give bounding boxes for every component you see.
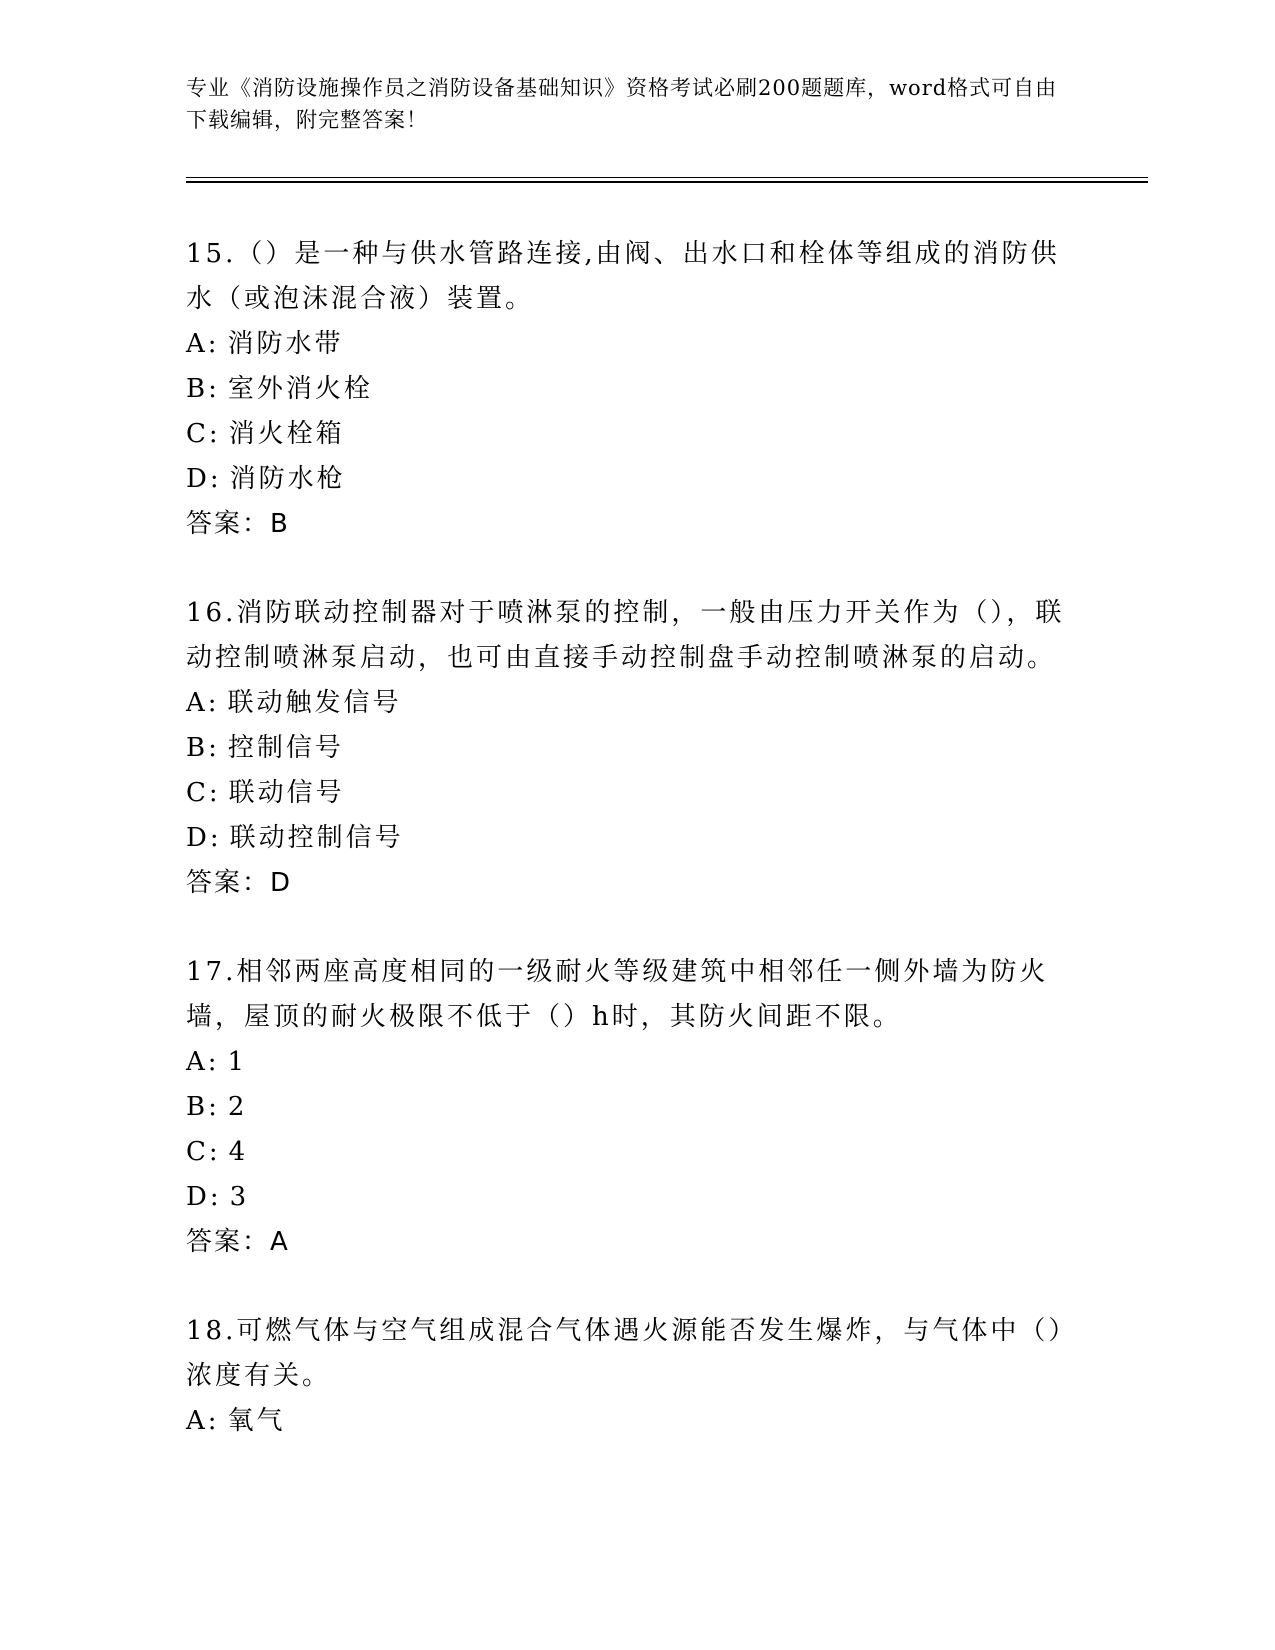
option-letter: B: [186, 1092, 220, 1122]
document-header: 专业《消防设施操作员之消防设备基础知识》资格考试必刷200题题库，word格式可自由下载编辑，附完整答案！ [186, 76, 1058, 132]
option-d [186, 816, 1066, 861]
question-stem: 18.可燃气体与空气组成混合气体遇火源能否发生爆炸，与气体中（）浓度有关。 [186, 1316, 1065, 1391]
question-15 [186, 232, 1066, 547]
option-letter: A: [186, 688, 220, 718]
option-letter: C: [186, 1137, 221, 1167]
option-text: 联动控制信号 [229, 823, 404, 853]
option-b [186, 726, 1066, 771]
option-text: 消防水枪 [229, 464, 346, 494]
option-a [186, 322, 1066, 367]
question-list [186, 232, 1066, 1488]
option-text: 消火栓箱 [228, 419, 345, 449]
question-18 [186, 1309, 1066, 1444]
option-letter: A: [186, 1047, 220, 1077]
option-letter: C: [186, 419, 221, 449]
option-b [186, 367, 1066, 412]
header-rule-thick [186, 181, 1148, 183]
option-c [186, 771, 1066, 816]
option-a [186, 681, 1066, 726]
option-letter: B: [186, 374, 220, 404]
option-letter: B: [186, 733, 220, 763]
question-16 [186, 591, 1066, 906]
option-letter: D: [186, 823, 222, 853]
question-stem: 17.相邻两座高度相同的一级耐火等级建筑中相邻任一侧外墙为防火墙，屋顶的耐火极限不低于（）h时，其防火间距不限。 [186, 957, 1049, 1032]
option-text: 联动触发信号 [227, 688, 402, 718]
option-text: 消防水带 [227, 329, 344, 359]
option-d [186, 457, 1066, 502]
option-text: 2 [227, 1092, 248, 1122]
option-letter: D: [186, 464, 222, 494]
option-text: 控制信号 [227, 733, 344, 763]
option-text: 室外消火栓 [227, 374, 373, 404]
option-letter: D: [186, 1182, 222, 1212]
option-a [186, 1399, 1066, 1444]
question-stem: 16.消防联动控制器对于喷淋泵的控制，一般由压力开关作为（），联动控制喷淋泵启动，也可由直接手动控制盘手动控制喷淋泵的启动。 [186, 598, 1065, 673]
option-d [186, 1175, 1066, 1220]
option-c [186, 1130, 1066, 1175]
option-text: 联动信号 [228, 778, 345, 808]
question-stem: 15.（）是一种与供水管路连接,由阀、出水口和栓体等组成的消防供水（或泡沫混合液）装置。 [186, 239, 1060, 314]
option-c [186, 412, 1066, 457]
option-letter: A: [186, 329, 220, 359]
option-letter: C: [186, 778, 221, 808]
option-b [186, 1085, 1066, 1130]
option-letter: A: [186, 1406, 220, 1436]
answer-line: 答案：A [186, 1227, 290, 1257]
option-text: 4 [228, 1137, 249, 1167]
header-rule-thin [186, 177, 1148, 178]
answer-line: 答案：D [186, 868, 293, 898]
option-text: 氧气 [227, 1406, 286, 1436]
answer-line: 答案：B [186, 509, 290, 539]
option-text: 1 [227, 1047, 248, 1077]
question-17 [186, 950, 1066, 1265]
option-a [186, 1040, 1066, 1085]
option-text: 3 [229, 1182, 250, 1212]
